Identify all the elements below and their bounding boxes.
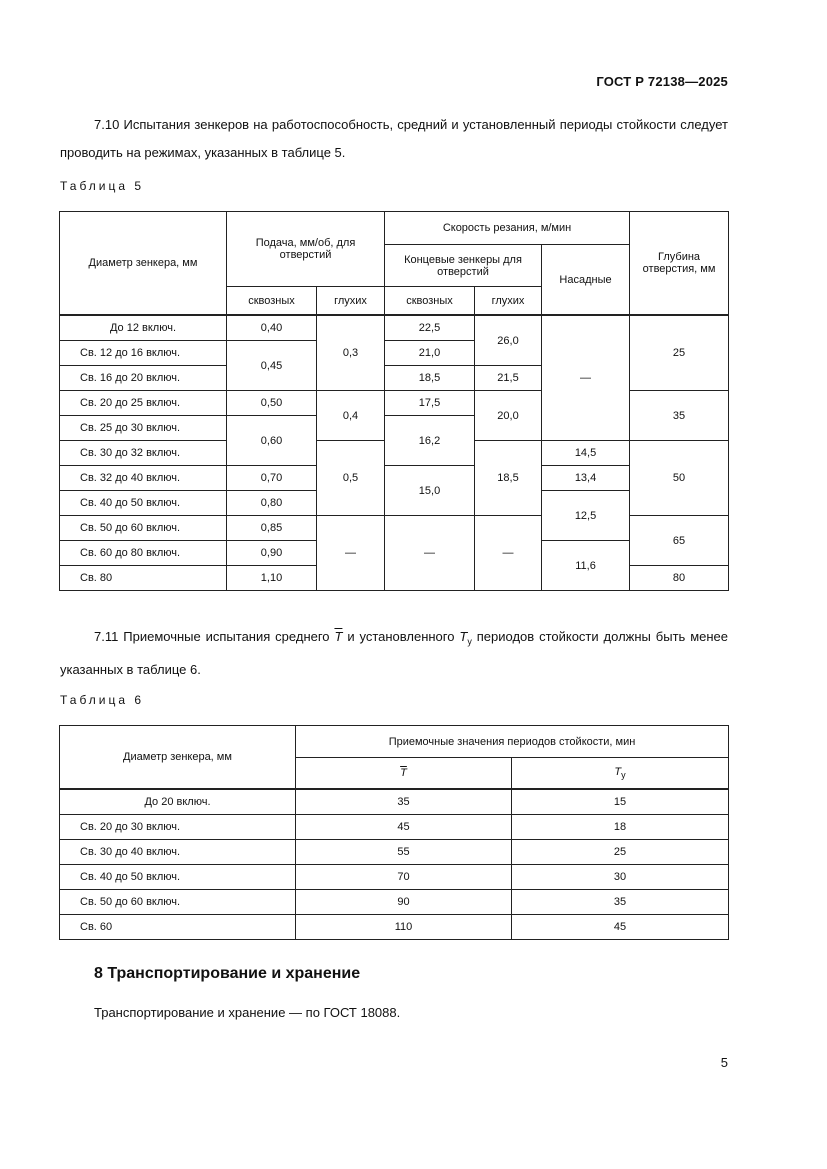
symbol-t-bar: $\overline{T}$ bbox=[334, 629, 343, 644]
table-cell: 18 bbox=[512, 815, 729, 840]
paragraph-text: Испытания зенкеров на работоспособность, средний и установленный периоды стойкости следует проводить на режимах, указанных в таблице 5. bbox=[60, 117, 728, 160]
table-cell: 0,40 bbox=[227, 315, 317, 341]
header-speed-blind: глухих bbox=[475, 287, 542, 316]
table-cell: — bbox=[317, 516, 385, 591]
table-cell: 35 bbox=[630, 391, 729, 441]
table-cell: 0,60 bbox=[227, 416, 317, 466]
table-cell: 25 bbox=[512, 840, 729, 865]
table-cell: 0,50 bbox=[227, 391, 317, 416]
table-cell: — bbox=[385, 516, 475, 591]
header-diameter: Диаметр зенкера, мм bbox=[60, 726, 296, 790]
table-cell: Св. 25 до 30 включ. bbox=[60, 416, 227, 441]
table-6-caption: Таблица 6 bbox=[60, 693, 145, 707]
header-speed-through: сквозных bbox=[385, 287, 475, 316]
table-cell: 110 bbox=[296, 915, 512, 940]
symbol-t: T bbox=[459, 629, 468, 644]
table-cell: Св. 12 до 16 включ. bbox=[60, 341, 227, 366]
header-t-y bbox=[512, 758, 729, 790]
table-cell: 0,85 bbox=[227, 516, 317, 541]
symbol-subscript: y bbox=[621, 770, 626, 781]
table-cell: 26,0 bbox=[475, 315, 542, 366]
table-cell: 14,5 bbox=[542, 441, 630, 466]
paragraph-text: и установленного bbox=[347, 629, 455, 644]
table-cell: 30 bbox=[512, 865, 729, 890]
header-t-bar bbox=[296, 758, 512, 790]
header-acceptance: Приемочные значения периодов стойкости, мин bbox=[296, 726, 729, 758]
table-cell: 0,4 bbox=[317, 391, 385, 441]
table-cell: 70 bbox=[296, 865, 512, 890]
table-cell: — bbox=[542, 315, 630, 441]
header-end-countersinks: Концевые зенкеры для отверстий bbox=[385, 245, 542, 287]
table-cell: 21,0 bbox=[385, 341, 475, 366]
table-cell: До 20 включ. bbox=[60, 789, 296, 815]
table-cell: 1,10 bbox=[227, 566, 317, 591]
table-cell: Св. 80 bbox=[60, 566, 227, 591]
header-feed-blind: глухих bbox=[317, 287, 385, 316]
table-cell: 11,6 bbox=[542, 541, 630, 591]
header-feed: Подача, мм/об, для отверстий bbox=[227, 212, 385, 287]
symbol-t: T bbox=[614, 765, 622, 778]
header-feed-through: сквозных bbox=[227, 287, 317, 316]
table-cell: 45 bbox=[296, 815, 512, 840]
document-header: ГОСТ Р 72138—2025 bbox=[596, 74, 728, 89]
table-cell: Св. 30 до 32 включ. bbox=[60, 441, 227, 466]
table-cell: 55 bbox=[296, 840, 512, 865]
table-cell: 80 bbox=[630, 566, 729, 591]
table-cell: 22,5 bbox=[385, 315, 475, 341]
table-cell: Св. 50 до 60 включ. bbox=[60, 890, 296, 915]
table-cell: — bbox=[475, 516, 542, 591]
paragraph-text: периодов стойкости должны быть менее указанных в таблице 6. bbox=[60, 629, 728, 677]
header-shell: Насадные bbox=[542, 245, 630, 316]
table-cell: 45 bbox=[512, 915, 729, 940]
table-cell: 0,3 bbox=[317, 315, 385, 391]
table-cell: 0,90 bbox=[227, 541, 317, 566]
table-cell: 15,0 bbox=[385, 466, 475, 516]
table-6 bbox=[59, 725, 729, 940]
header-speed: Скорость резания, м/мин bbox=[385, 212, 630, 245]
header-depth: Глубина отверстия, мм bbox=[630, 212, 729, 316]
table-cell: Св. 40 до 50 включ. bbox=[60, 865, 296, 890]
table-cell: Св. 16 до 20 включ. bbox=[60, 366, 227, 391]
table-cell: 18,5 bbox=[385, 366, 475, 391]
table-cell: 35 bbox=[512, 890, 729, 915]
table-cell: 50 bbox=[630, 441, 729, 516]
table-cell: Св. 50 до 60 включ. bbox=[60, 516, 227, 541]
table-cell: 16,2 bbox=[385, 416, 475, 466]
table-cell: До 12 включ. bbox=[60, 315, 227, 341]
paragraph-number: 7.11 bbox=[94, 629, 119, 644]
paragraph-7-10 bbox=[60, 111, 728, 167]
table-cell: 20,0 bbox=[475, 391, 542, 441]
table-cell: 0,80 bbox=[227, 491, 317, 516]
table-cell: 13,4 bbox=[542, 466, 630, 491]
section-8-text: Транспортирование и хранение — по ГОСТ 18088. bbox=[94, 1005, 401, 1020]
table-cell: Св. 60 до 80 включ. bbox=[60, 541, 227, 566]
page-number: 5 bbox=[720, 1055, 728, 1070]
table-cell: 15 bbox=[512, 789, 729, 815]
table-cell: 18,5 bbox=[475, 441, 542, 516]
table-cell: 0,45 bbox=[227, 341, 317, 391]
table-cell: 35 bbox=[296, 789, 512, 815]
table-cell: 17,5 bbox=[385, 391, 475, 416]
table-cell: Св. 30 до 40 включ. bbox=[60, 840, 296, 865]
table-cell: 25 bbox=[630, 315, 729, 391]
symbol-subscript: y bbox=[467, 636, 472, 647]
table-cell: 0,5 bbox=[317, 441, 385, 516]
table-cell: 65 bbox=[630, 516, 729, 566]
section-8-title: 8 Транспортирование и хранение bbox=[94, 965, 361, 982]
table-cell: 90 bbox=[296, 890, 512, 915]
table-cell: 21,5 bbox=[475, 366, 542, 391]
table-cell: Св. 40 до 50 включ. bbox=[60, 491, 227, 516]
symbol-t-bar: $\overline{T}$ bbox=[400, 767, 407, 779]
table-cell: 12,5 bbox=[542, 491, 630, 541]
header-diameter: Диаметр зенкера, мм bbox=[60, 212, 227, 316]
paragraph-number: 7.10 bbox=[94, 117, 120, 132]
table-5 bbox=[59, 211, 729, 591]
table-cell: 0,70 bbox=[227, 466, 317, 491]
paragraph-7-11 bbox=[60, 623, 728, 684]
paragraph-text: Приемочные испытания среднего bbox=[123, 629, 330, 644]
table-cell: Св. 20 до 30 включ. bbox=[60, 815, 296, 840]
table-cell: Св. 60 bbox=[60, 915, 296, 940]
table-cell: Св. 20 до 25 включ. bbox=[60, 391, 227, 416]
table-cell: Св. 32 до 40 включ. bbox=[60, 466, 227, 491]
table-5-caption: Таблица 5 bbox=[60, 179, 145, 193]
